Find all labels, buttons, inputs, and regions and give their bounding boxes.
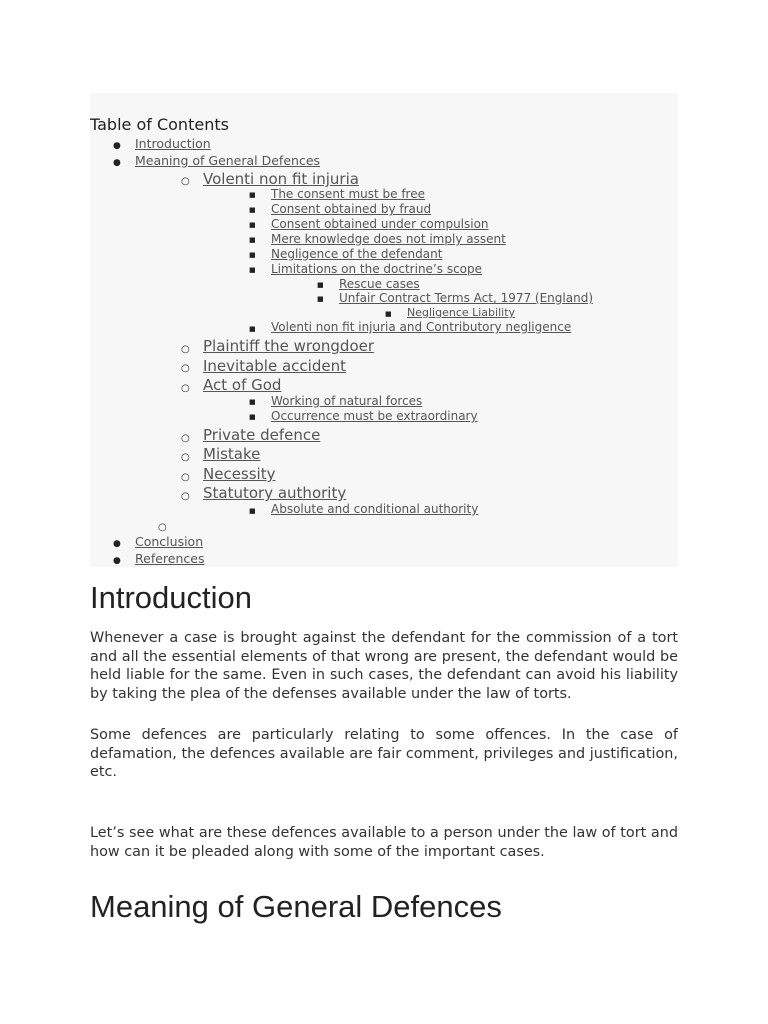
toc-link-text[interactable]: Meaning of General Defences bbox=[135, 153, 321, 168]
toc-link-text[interactable]: Occurrence must be extraordinary bbox=[271, 409, 478, 423]
square-bullet-icon: ■ bbox=[249, 507, 256, 515]
toc-link-plaintiff-the-wrongdoer[interactable] bbox=[203, 337, 374, 355]
toc-link-text[interactable]: Volenti non fit injuria bbox=[203, 170, 359, 188]
meaning-heading: Meaning of General Defences bbox=[90, 889, 502, 924]
circle-bullet-icon: ○ bbox=[181, 383, 190, 394]
square-bullet-icon: ■ bbox=[249, 206, 256, 214]
toc-link-text[interactable]: Absolute and conditional authority bbox=[271, 502, 479, 516]
circle-bullet-icon: ○ bbox=[181, 472, 190, 483]
toc-link-consent-under-compulsion[interactable] bbox=[271, 217, 489, 231]
toc-link-text[interactable]: Negligence of the defendant bbox=[271, 247, 443, 261]
disc-bullet-icon: ● bbox=[113, 539, 121, 549]
toc-link-unfair-contract-terms-act[interactable] bbox=[339, 291, 593, 305]
toc-link-consent-obtained-by-fraud[interactable] bbox=[271, 202, 431, 216]
toc-link-text[interactable]: Negligence Liability bbox=[407, 306, 516, 319]
toc-link-text[interactable]: Plaintiff the wrongdoer bbox=[203, 337, 375, 355]
toc-link-act-of-god[interactable] bbox=[203, 376, 281, 394]
square-bullet-icon: ■ bbox=[249, 221, 256, 229]
toc-link-negligence-of-defendant[interactable] bbox=[271, 247, 442, 261]
toc-link-text[interactable]: Mistake bbox=[203, 445, 261, 463]
square-bullet-icon: ■ bbox=[249, 251, 256, 259]
toc-link-statutory-authority[interactable] bbox=[203, 484, 346, 502]
toc-link-text[interactable]: Rescue cases bbox=[339, 277, 420, 291]
toc-link-conclusion[interactable] bbox=[135, 534, 203, 549]
toc-link-introduction[interactable] bbox=[135, 136, 211, 151]
toc-link-volenti-and-contributory-negligence[interactable] bbox=[271, 320, 571, 334]
toc-link-text[interactable]: Working of natural forces bbox=[271, 394, 423, 408]
toc-link-occurrence-extraordinary[interactable] bbox=[271, 409, 478, 423]
disc-bullet-icon: ● bbox=[113, 141, 121, 151]
toc-link-meaning-of-general-defences[interactable] bbox=[135, 153, 320, 168]
toc-link-mere-knowledge[interactable] bbox=[271, 232, 506, 246]
toc-link-necessity[interactable] bbox=[203, 465, 275, 483]
toc-link-working-of-natural-forces[interactable] bbox=[271, 394, 422, 408]
toc-link-text[interactable]: Volenti non fit injuria and Contributory negligence bbox=[271, 320, 572, 334]
square-bullet-icon: ■ bbox=[385, 310, 392, 318]
square-bullet-icon: ■ bbox=[317, 295, 324, 303]
disc-bullet-icon: ● bbox=[113, 158, 121, 168]
circle-bullet-icon: ○ bbox=[181, 452, 190, 463]
toc-link-text[interactable]: Unfair Contract Terms Act, 1977 (England) bbox=[339, 291, 593, 305]
toc-link-text[interactable]: Consent obtained by fraud bbox=[271, 202, 432, 216]
toc-link-rescue-cases[interactable] bbox=[339, 277, 420, 291]
toc-link-limitations-doctrine-scope[interactable] bbox=[271, 262, 482, 276]
intro-paragraph: Whenever a case is brought against the defendant for the commission of a tort and all the essential elements of that wrong are present, the defendant would be held liable for the same. Even in such cases, the defendant can avoid his liability by taking the plea of the defenses available under the law of torts. bbox=[90, 630, 678, 702]
toc-link-text[interactable]: Act of God bbox=[203, 376, 282, 394]
square-bullet-icon: ■ bbox=[249, 413, 256, 421]
toc-link-text[interactable]: The consent must be free bbox=[271, 187, 425, 201]
toc-link-references[interactable] bbox=[135, 551, 204, 566]
circle-bullet-icon: ○ bbox=[158, 522, 167, 533]
toc-link-text[interactable]: Mere knowledge does not imply assent bbox=[271, 232, 506, 246]
toc-link-consent-must-be-free[interactable] bbox=[271, 187, 425, 201]
toc-title: Table of Contents bbox=[90, 115, 229, 134]
square-bullet-icon: ■ bbox=[249, 325, 256, 333]
circle-bullet-icon: ○ bbox=[181, 363, 190, 374]
toc-link-inevitable-accident[interactable] bbox=[203, 357, 346, 375]
introduction-heading: Introduction bbox=[90, 580, 252, 615]
toc-link-text[interactable]: Conclusion bbox=[135, 534, 204, 549]
toc-link-text[interactable]: References bbox=[135, 551, 205, 566]
toc-link-text[interactable]: Consent obtained under compulsion bbox=[271, 217, 489, 231]
toc-link-text[interactable]: Inevitable accident bbox=[203, 357, 346, 375]
toc-link-volenti-non-fit-injuria[interactable] bbox=[203, 170, 359, 188]
square-bullet-icon: ■ bbox=[249, 266, 256, 274]
toc-link-text[interactable]: Limitations on the doctrine’s scope bbox=[271, 262, 483, 276]
toc-link-private-defence[interactable] bbox=[203, 426, 320, 444]
toc-link-text[interactable]: Private defence bbox=[203, 426, 321, 444]
square-bullet-icon: ■ bbox=[249, 191, 256, 199]
toc-link-text[interactable]: Introduction bbox=[135, 136, 211, 151]
toc-link-text[interactable]: Statutory authority bbox=[203, 484, 347, 502]
circle-bullet-icon: ○ bbox=[181, 176, 190, 187]
intro-paragraph: Some defences are particularly relating to some offences. In the case of defamation, the defences available are fair comment, privileges and justification, etc. bbox=[90, 727, 678, 780]
circle-bullet-icon: ○ bbox=[181, 344, 190, 355]
square-bullet-icon: ■ bbox=[249, 398, 256, 406]
toc-link-mistake[interactable] bbox=[203, 445, 260, 463]
toc-link-negligence-liability[interactable] bbox=[407, 306, 515, 319]
square-bullet-icon: ■ bbox=[249, 236, 256, 244]
intro-paragraph: Let’s see what are these defences available to a person under the law of tort and how can it be pleaded along with some of the important cases. bbox=[90, 825, 678, 860]
table-of-contents bbox=[90, 93, 678, 567]
circle-bullet-icon: ○ bbox=[181, 491, 190, 502]
toc-link-absolute-conditional-authority[interactable] bbox=[271, 502, 478, 516]
square-bullet-icon: ■ bbox=[317, 281, 324, 289]
toc-link-text[interactable]: Necessity bbox=[203, 465, 276, 483]
circle-bullet-icon: ○ bbox=[181, 433, 190, 444]
disc-bullet-icon: ● bbox=[113, 556, 121, 566]
